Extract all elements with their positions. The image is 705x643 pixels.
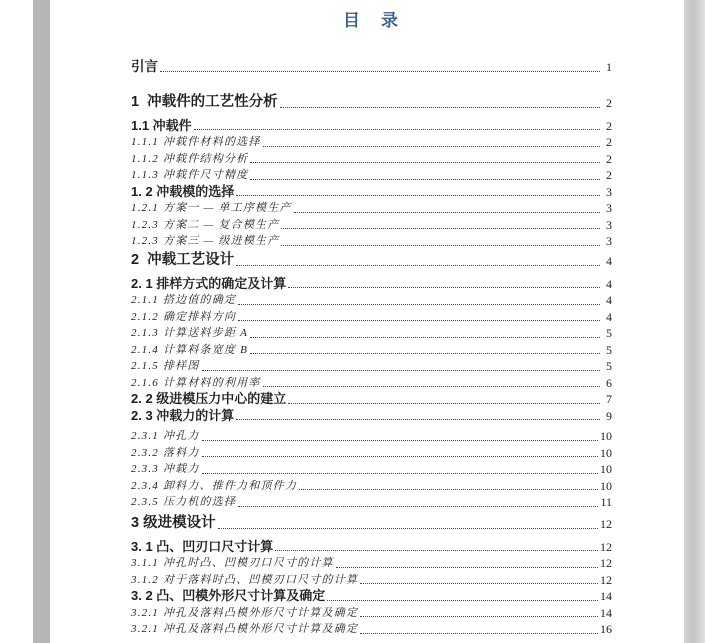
toc-entry-page: 3	[606, 234, 612, 249]
toc-entry[interactable]	[131, 460, 612, 477]
toc-entry-label: 3.1.1 冲孔时凸、凹模刃口尺寸的计算	[131, 557, 334, 570]
dotted-leader	[327, 600, 598, 601]
dotted-leader	[288, 287, 600, 288]
toc-entry[interactable]	[131, 307, 612, 324]
toc-entry-label: 1.1 冲载件	[131, 117, 192, 133]
toc-entry[interactable]	[131, 603, 612, 620]
dotted-leader	[250, 179, 600, 180]
toc-entry-page: 2	[606, 135, 612, 150]
toc-entry[interactable]	[131, 340, 612, 357]
toc-entry-label: 2.3.5 压力机的选择	[131, 496, 237, 509]
dotted-leader	[160, 71, 600, 72]
toc-entry-label: 3.1.2 对于落料时凸、凹模刃口尺寸的计算	[131, 573, 359, 586]
toc-entry-label: 1.2.3 方案三 — 级进模生产	[131, 235, 280, 248]
toc-entry-label: 2.1.5 排样图	[131, 360, 200, 373]
toc-entry-page: 3	[606, 217, 612, 232]
toc-entry[interactable]	[131, 587, 612, 604]
toc-title: 目 录	[343, 11, 400, 30]
toc-entry[interactable]	[131, 357, 612, 374]
toc-entry[interactable]	[131, 232, 612, 249]
toc-entry-label: 2.3.3 冲载力	[131, 463, 200, 476]
dotted-leader	[202, 473, 598, 474]
toc-entry-page: 5	[606, 359, 612, 374]
dotted-leader	[236, 419, 600, 420]
toc-entry[interactable]	[131, 443, 612, 460]
toc-entry[interactable]	[131, 324, 612, 341]
toc-entry[interactable]	[131, 493, 612, 510]
toc-entry[interactable]	[131, 149, 612, 166]
toc-entry-label: 2 冲载工艺设计	[131, 251, 235, 268]
dotted-leader	[299, 489, 598, 490]
toc-entry-page: 10	[600, 445, 612, 460]
toc-entry-page: 2	[606, 118, 612, 133]
toc-entry[interactable]	[131, 166, 612, 183]
toc-entry[interactable]	[131, 427, 612, 444]
dotted-leader	[336, 567, 598, 568]
toc-entry-page: 12	[600, 556, 612, 571]
right-gutter	[684, 0, 705, 643]
toc-entry-label: 2. 1 排样方式的确定及计算	[131, 275, 287, 291]
dotted-leader	[288, 403, 600, 404]
toc-entry[interactable]	[131, 570, 612, 587]
document-page	[50, 0, 684, 643]
toc-entry-page: 4	[606, 254, 612, 269]
toc-entry[interactable]	[131, 620, 612, 637]
toc-entry-page: 2	[606, 168, 612, 183]
toc-entry[interactable]	[131, 476, 612, 493]
toc-entry[interactable]	[131, 251, 612, 268]
toc-entry-label: 2.1.3 计算送料步距 A	[131, 327, 249, 340]
dotted-leader	[202, 440, 598, 441]
left-gutter	[33, 0, 50, 643]
toc-entry-label: 引言	[131, 58, 158, 74]
toc-entry[interactable]	[131, 274, 612, 291]
toc-entry-page: 5	[606, 326, 612, 341]
toc-entry[interactable]	[131, 215, 612, 232]
dotted-leader	[281, 245, 600, 246]
toc-entry[interactable]	[131, 291, 612, 308]
dotted-leader	[294, 212, 600, 213]
toc-entry-label: 3. 2 凸、凹模外形尺寸计算及确定	[131, 588, 326, 604]
dotted-leader	[280, 107, 600, 108]
toc-entry-label: 3.2.1 冲孔及落料凸模外形尺寸计算及确定	[131, 606, 359, 619]
toc-entry-page: 5	[606, 342, 612, 357]
toc-entry-page: 6	[606, 375, 612, 390]
toc-entry-page: 12	[600, 572, 612, 587]
toc-entry-page: 10	[600, 429, 612, 444]
toc-entry[interactable]	[131, 554, 612, 571]
toc-entry-page: 2	[606, 96, 612, 111]
toc-entry-label: 1.1.3 冲载件尺寸精度	[131, 169, 249, 182]
toc-entry-page: 2	[606, 151, 612, 166]
dotted-leader	[263, 386, 600, 387]
dotted-leader	[250, 353, 600, 354]
toc-entry[interactable]	[131, 390, 612, 407]
dotted-leader	[202, 370, 600, 371]
dotted-leader	[250, 162, 600, 163]
toc-entry[interactable]	[131, 199, 612, 216]
dotted-leader	[360, 583, 598, 584]
dotted-leader	[250, 337, 600, 338]
toc-entry-page: 12	[600, 517, 612, 532]
toc-entry-page: 4	[606, 309, 612, 324]
dotted-leader	[275, 550, 598, 551]
toc-entry-label: 2.1.6 计算材料的利用率	[131, 376, 261, 389]
dotted-leader	[281, 228, 600, 229]
toc-entry-label: 1.2.3 方案二 — 复合模生产	[131, 218, 280, 231]
toc-entry-page: 4	[606, 293, 612, 308]
toc-entry-page: 10	[600, 478, 612, 493]
toc-entry-label: 2.3.2 落料力	[131, 446, 200, 459]
toc-entry-label: 1.1.2 冲载件结构分析	[131, 152, 249, 165]
dotted-leader	[238, 506, 598, 507]
toc-entry-label: 3.2.1 冲孔及落料凸模外形尺寸计算及确定	[131, 623, 359, 636]
toc-entry-label: 2.1.1 搭边值的确定	[131, 294, 237, 307]
toc-entry-label: 3. 1 凸、凹刃口尺寸计算	[131, 538, 274, 554]
toc-entry-page: 14	[600, 589, 612, 604]
toc-entry[interactable]	[131, 116, 612, 133]
toc-entry[interactable]	[131, 93, 612, 110]
toc-entry-page: 3	[606, 184, 612, 199]
dotted-leader	[238, 304, 600, 305]
toc-entry-page: 16	[600, 622, 612, 637]
toc-entry-label: 1.2.1 方案一 — 单工序模生产	[131, 202, 292, 215]
toc-entry-label: 2.3.4 卸料力、推件力和顶件力	[131, 479, 298, 492]
toc-entry-label: 2.1.2 确定排料方向	[131, 310, 237, 323]
dotted-leader	[218, 528, 598, 529]
toc-entry-page: 3	[606, 201, 612, 216]
dotted-leader	[236, 195, 600, 196]
toc-entry-label: 2. 2 级进模压力中心的建立	[131, 391, 287, 407]
dotted-leader	[360, 633, 598, 634]
toc-entry-label: 2.1.4 计算料条宽度 B	[131, 343, 249, 356]
toc-entry-page: 11	[600, 495, 612, 510]
toc-entry-label: 1. 2 冲载模的选择	[131, 183, 235, 199]
toc-entry-label: 1.1.1 冲载件材料的选择	[131, 136, 261, 149]
dotted-leader	[194, 129, 600, 130]
toc-entry-label: 2. 3 冲载力的计算	[131, 407, 235, 423]
dotted-leader	[202, 456, 598, 457]
toc-entry[interactable]	[131, 182, 612, 199]
toc-entry-page: 12	[600, 539, 612, 554]
dotted-leader	[238, 320, 600, 321]
toc-entry-label: 1 冲载件的工艺性分析	[131, 93, 278, 110]
toc-list	[131, 58, 612, 636]
toc-entry-page: 4	[606, 276, 612, 291]
toc-entry[interactable]	[131, 514, 612, 531]
toc-entry-page: 1	[606, 60, 612, 75]
toc-entry-page: 14	[600, 605, 612, 620]
toc-entry[interactable]	[131, 373, 612, 390]
dotted-leader	[360, 616, 598, 617]
toc-entry[interactable]	[131, 537, 612, 554]
toc-entry[interactable]	[131, 58, 612, 74]
toc-entry-page: 9	[606, 408, 612, 423]
toc-entry-label: 2.3.1 冲孔力	[131, 430, 200, 443]
toc-entry-label: 3 级进模设计	[131, 514, 216, 531]
toc-entry[interactable]	[131, 133, 612, 150]
toc-entry-page: 7	[606, 392, 612, 407]
toc-entry-page: 10	[600, 462, 612, 477]
dotted-leader	[263, 146, 600, 147]
toc-entry[interactable]	[131, 406, 612, 423]
dotted-leader	[236, 265, 600, 266]
